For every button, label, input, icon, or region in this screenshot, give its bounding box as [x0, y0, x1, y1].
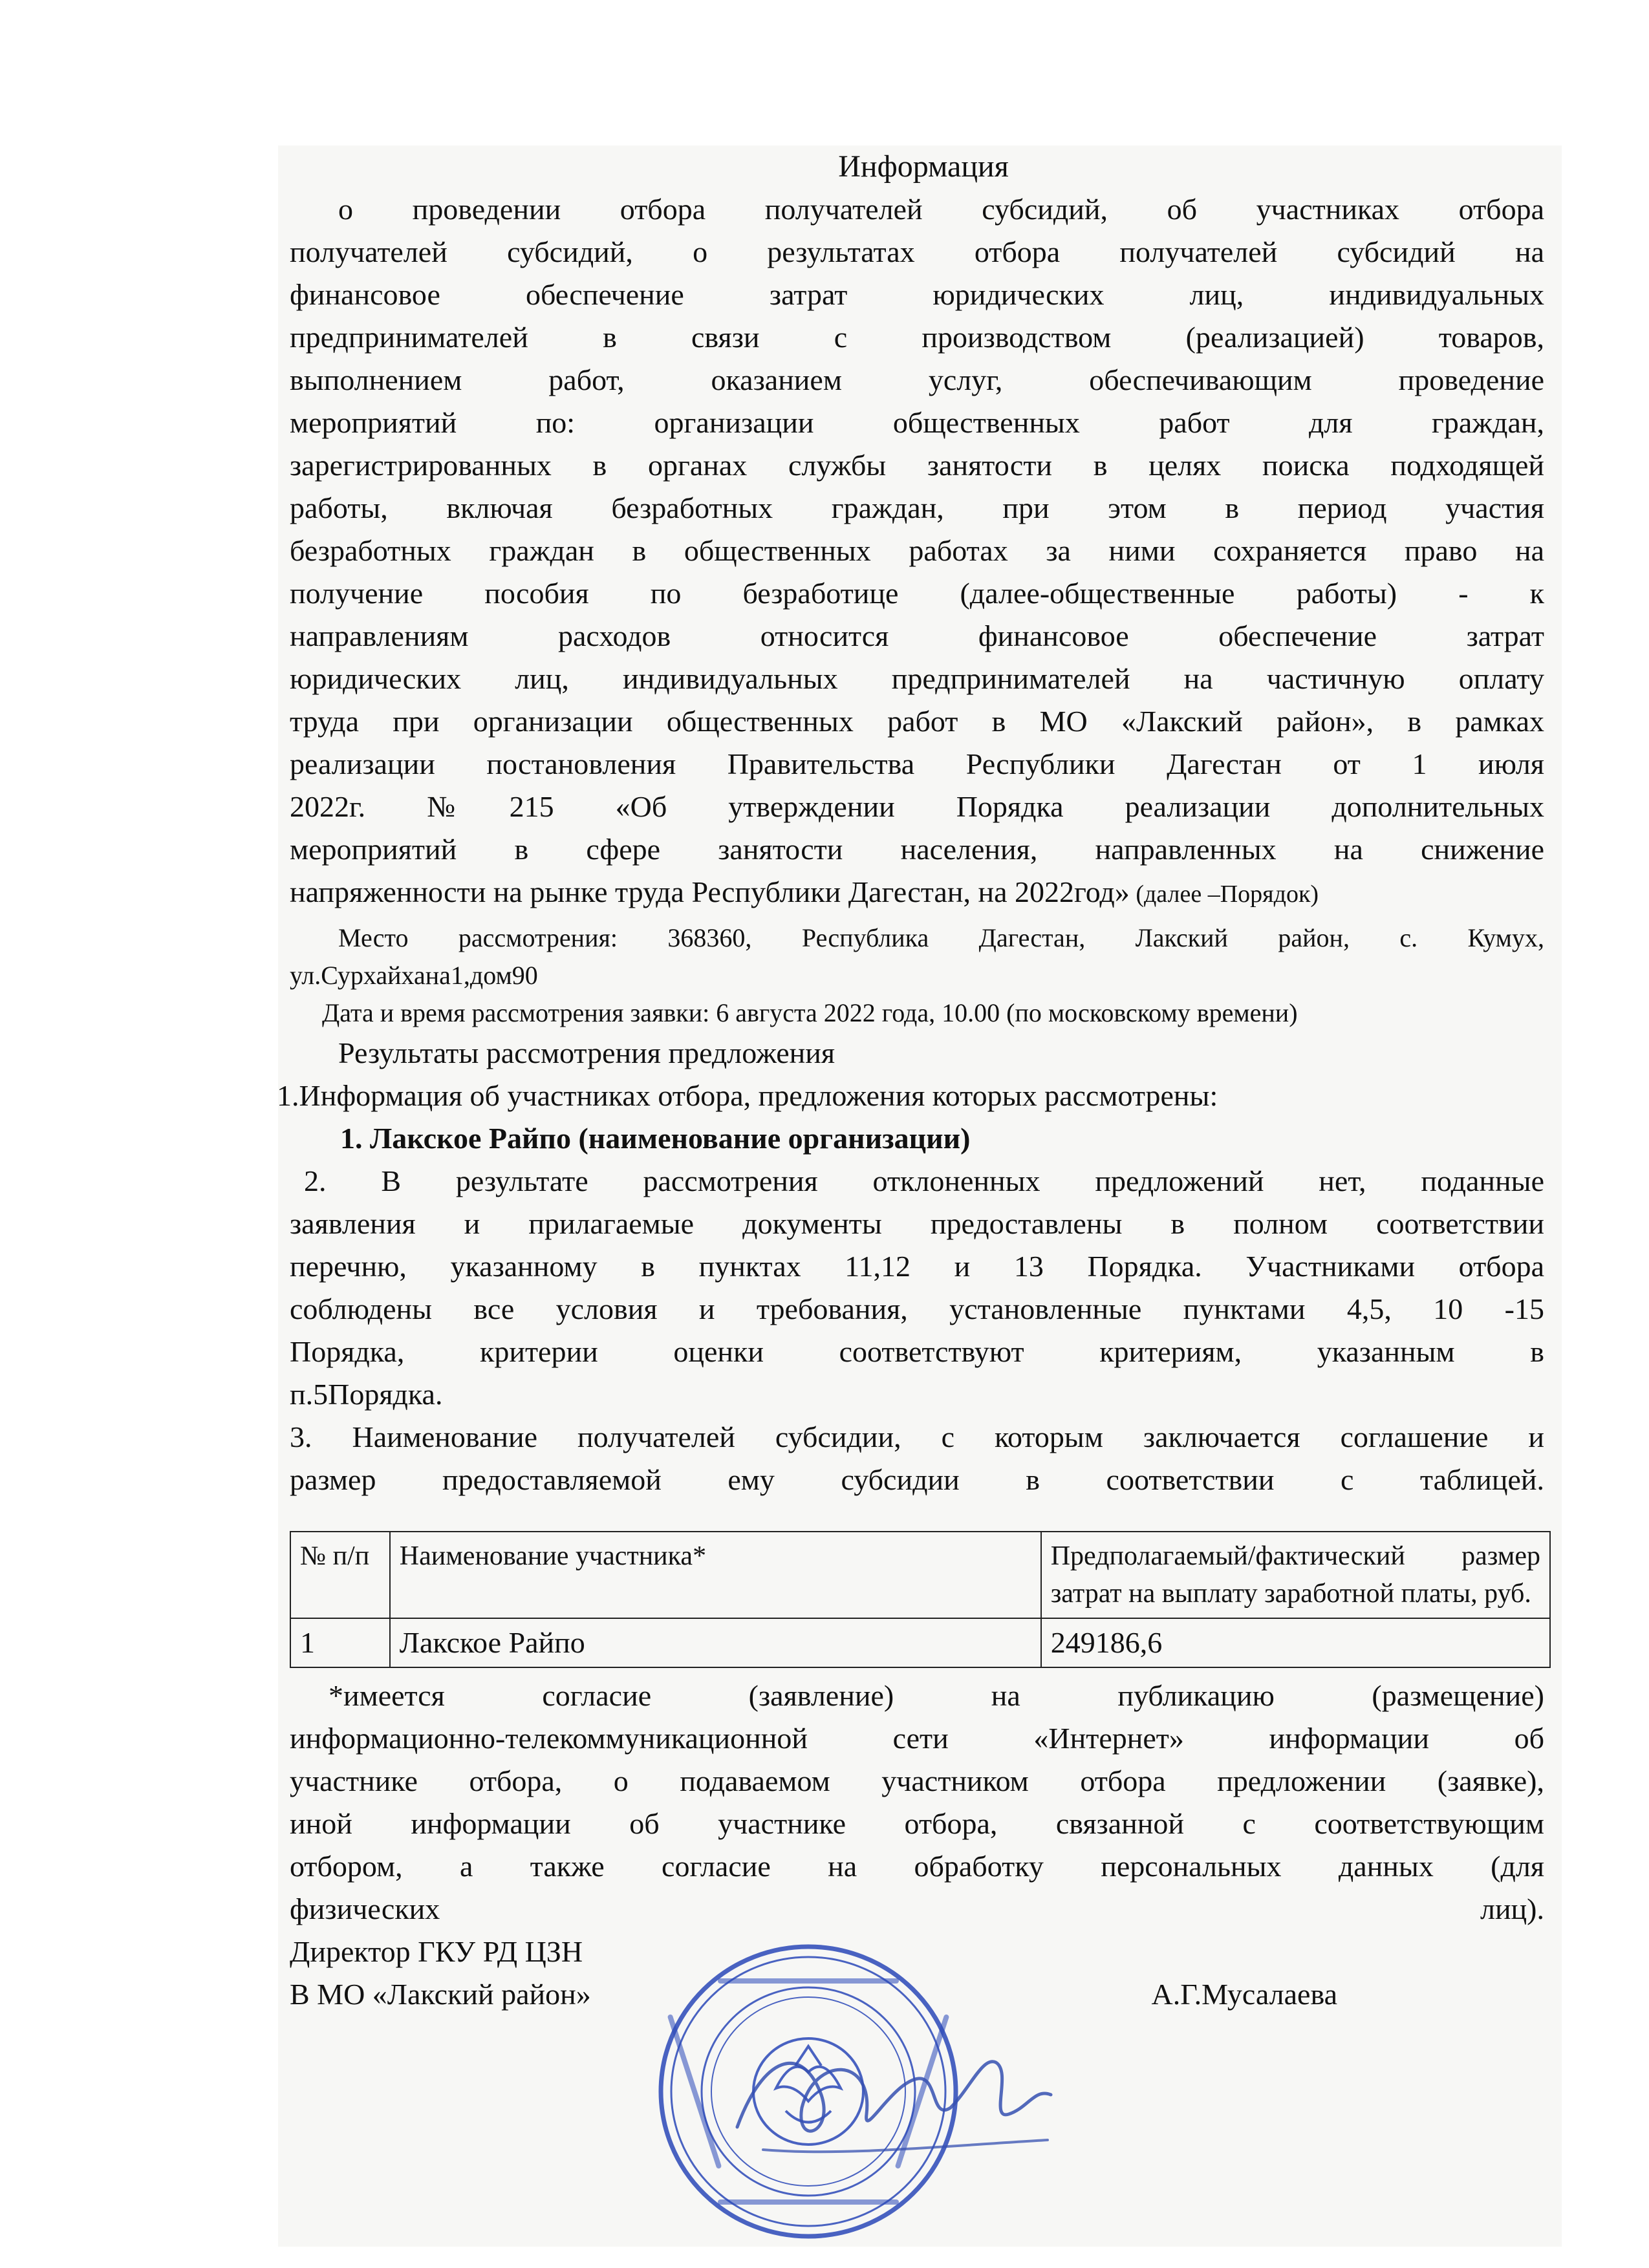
director-name: А.Г.Мусалаева: [1151, 1978, 1337, 2011]
place-line: ул.Сурхайхана1,дом90: [290, 961, 538, 990]
place-line: Место рассмотрения: 368360, Республика Дагестан, Лакский район, с. Кумух,: [338, 923, 1544, 952]
item-3-line: размер предоставляемой ему субсидии в соответствии с таблицей.: [290, 1463, 1544, 1496]
table-cell-number: 1: [290, 1618, 390, 1667]
review-place: [290, 919, 1544, 1032]
intro-line: труда при организации общественных работ в МО «Лакский район», в рамках: [290, 705, 1544, 738]
results-heading: Результаты рассмотрения предложения: [338, 1036, 835, 1069]
footnote-line: участнике отбора, о подаваемом участником отбора предложении (заявке),: [290, 1764, 1544, 1797]
document-title: Информация: [838, 149, 1009, 184]
director-position: Директор ГКУ РД ЦЗН: [290, 1935, 583, 1968]
footnote-last-word-1: физических: [290, 1892, 440, 1925]
intro-line: выполнением работ, оказанием услуг, обеспечивающим проведение: [290, 363, 1544, 396]
review-date: Дата и время рассмотрения заявки: 6 августа 2022 года, 10.00 (по московскому времени): [322, 998, 1298, 1027]
item-1: 1.Информация об участниках отбора, предложения которых рассмотрены:: [277, 1079, 1218, 1112]
item-3: [290, 1416, 1544, 1501]
item-2-line: перечню, указанному в пунктах 11,12 и 13 Порядка. Участниками отбора: [290, 1250, 1544, 1283]
footnote: [290, 1674, 1544, 1931]
footnote-line: отбором, а также согласие на обработку персональных данных (для: [290, 1850, 1544, 1883]
footnote-line: иной информации об участнике отбора, связанной с соответствующим: [290, 1807, 1544, 1840]
intro-paragraph: [290, 188, 1544, 915]
item-2: [290, 1160, 1544, 1416]
table-header-participant: Наименование участника*: [390, 1532, 1041, 1618]
intro-line: юридических лиц, индивидуальных предпринимателей на частичную оплату: [290, 662, 1544, 695]
intro-line: реализации постановления Правительства Республики Дагестан от 1 июля: [290, 747, 1544, 780]
director-department: В МО «Лакский район»: [290, 1978, 591, 2011]
table-cell-participant: Лакское Райпо: [390, 1618, 1041, 1667]
intro-last-line: [290, 871, 1544, 915]
table-header-amount-text: Предполагаемый/фактический размер затрат на выплату заработной платы, руб.: [1050, 1541, 1540, 1609]
intro-line: зарегистрированных в органах службы занятости в целях поиска подходящей: [290, 449, 1544, 482]
intro-line: предпринимателей в связи с производством (реализацией) товаров,: [290, 321, 1544, 354]
intro-line: работы, включая безработных граждан, при этом в период участия: [290, 491, 1544, 524]
intro-line: направлениям расходов относится финансовое обеспечение затрат: [290, 619, 1544, 652]
footnote-line: *имеется согласие (заявление) на публикацию (размещение): [329, 1679, 1544, 1712]
document-body: [277, 145, 1544, 2016]
intro-line: мероприятий в сфере занятости населения, направленных на снижение: [290, 833, 1544, 866]
intro-line: финансовое обеспечение затрат юридических лиц, индивидуальных: [290, 278, 1544, 311]
item-1-organization: 1. Лакское Райпо (наименование организации): [340, 1122, 971, 1155]
footnote-line: информационно-телекоммуникационной сети «Интернет» информации об: [290, 1722, 1544, 1755]
footnote-last-word-2: лиц).: [1480, 1892, 1544, 1925]
footnote-line: [290, 1888, 1544, 1931]
table-header-amount: [1041, 1532, 1550, 1618]
intro-line: о проведении отбора получателей субсидий, об участниках отбора: [338, 193, 1544, 226]
handwritten-signature: [724, 2017, 1061, 2172]
table-header-number: № п/п: [290, 1532, 390, 1618]
item-2-line: п.5Порядка.: [290, 1378, 443, 1411]
intro-line: получателей субсидий, о результатах отбора получателей субсидий на: [290, 235, 1544, 268]
subsidy-table: [290, 1531, 1551, 1668]
table-row: [290, 1618, 1550, 1667]
intro-line: безработных граждан в общественных работах за ними сохраняется право на: [290, 534, 1544, 567]
table-header-row: [290, 1532, 1550, 1618]
intro-last-note: (далее –Порядок): [1129, 881, 1319, 908]
intro-line: получение пособия по безработице (далее-общественные работы) - к: [290, 577, 1544, 610]
item-2-line: 2. В результате рассмотрения отклоненных предложений нет, поданные: [304, 1164, 1544, 1197]
item-2-line: Порядка, критерии оценки соответствуют критериям, указанным в: [290, 1335, 1544, 1368]
item-2-line: заявления и прилагаемые документы предоставлены в полном соответствии: [290, 1207, 1544, 1240]
table-cell-amount: 249186,6: [1041, 1618, 1550, 1667]
intro-line: 2022г. №215 «Об утверждении Порядка реализации дополнительных: [290, 790, 1544, 823]
intro-last-text: напряженности на рынке труда Республики Дагестан, на 2022год»: [290, 875, 1130, 908]
item-2-line: соблюдены все условия и требования, установленные пунктами 4,5, 10 -15: [290, 1292, 1544, 1325]
item-3-line: 3. Наименование получателей субсидии, с которым заключается соглашение и: [290, 1420, 1544, 1453]
intro-line: мероприятий по: организации общественных работ для граждан,: [290, 406, 1544, 439]
